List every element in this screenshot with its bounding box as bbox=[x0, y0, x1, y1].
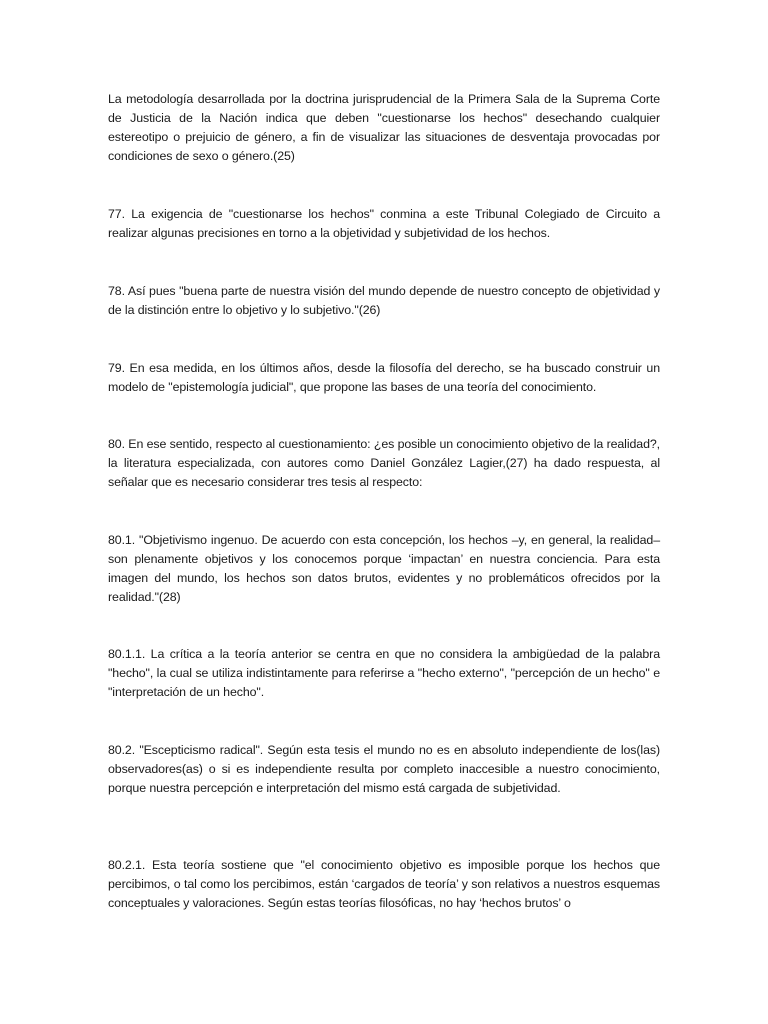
paragraph-80: 80. En ese sentido, respecto al cuestionamiento: ¿es posible un conocimiento objetivo de la realidad?, la literatura especializada, con autores como Daniel González Lagier,(27) ha dado respuesta, al señalar que es necesario considerar tres tesis al respecto: bbox=[108, 437, 660, 490]
paragraph-78: 78. Así pues "buena parte de nuestra visión del mundo depende de nuestro concepto de objetividad y de la distinción entre lo objetivo y lo subjetivo."(26) bbox=[108, 284, 660, 318]
paragraph-80-2: 80.2. "Escepticismo radical". Según esta tesis el mundo no es en absoluto independiente de los(las) observadores(as) o si es independiente resulta por completo inaccesible a nuestro conocimiento, porque nuestra percepción e interpretación del mismo está cargada de subjetividad. bbox=[108, 743, 660, 796]
paragraph-79: 79. En esa medida, en los últimos años, desde la filosofía del derecho, se ha buscado construir un modelo de "epistemología judicial", que propone las bases de una teoría del conocimiento. bbox=[108, 361, 660, 395]
paragraph-intro: La metodología desarrollada por la doctrina jurisprudencial de la Primera Sala de la Suprema Corte de Justicia de la Nación indica que deben "cuestionarse los hechos" desechando cualquier estereotipo o prejuicio de género, a fin de visualizar las situaciones de desventaja provocadas por condiciones de sexo o género.(25) bbox=[108, 92, 660, 164]
paragraph-80-1: 80.1. "Objetivismo ingenuo. De acuerdo con esta concepción, los hechos –y, en general, la realidad– son plenamente objetivos y los conocemos porque ‘impactan’ en nuestra conciencia. Para esta imagen del mundo, los hechos son datos brutos, evidentes y no problemáticos ofrecidos por la realidad."(28) bbox=[108, 533, 660, 605]
paragraph-80-1-1: 80.1.1. La crítica a la teoría anterior se centra en que no considera la ambigüedad de la palabra "hecho", la cual se utiliza indistintamente para referirse a "hecho externo", "percepción de un hecho" e "interpretación de un hecho". bbox=[108, 647, 660, 700]
paragraph-80-2-1: 80.2.1. Esta teoría sostiene que "el conocimiento objetivo es imposible porque los hechos que percibimos, o tal como los percibimos, están ‘cargados de teoría’ y son relativos a nuestros esquemas conceptuales y valoraciones. Según estas teorías filosóficas, no hay ‘hechos brutos’ o bbox=[108, 858, 660, 911]
paragraph-77: 77. La exigencia de "cuestionarse los hechos" conmina a este Tribunal Colegiado de Circuito a realizar algunas precisiones en torno a la objetividad y subjetividad de los hechos. bbox=[108, 207, 660, 241]
